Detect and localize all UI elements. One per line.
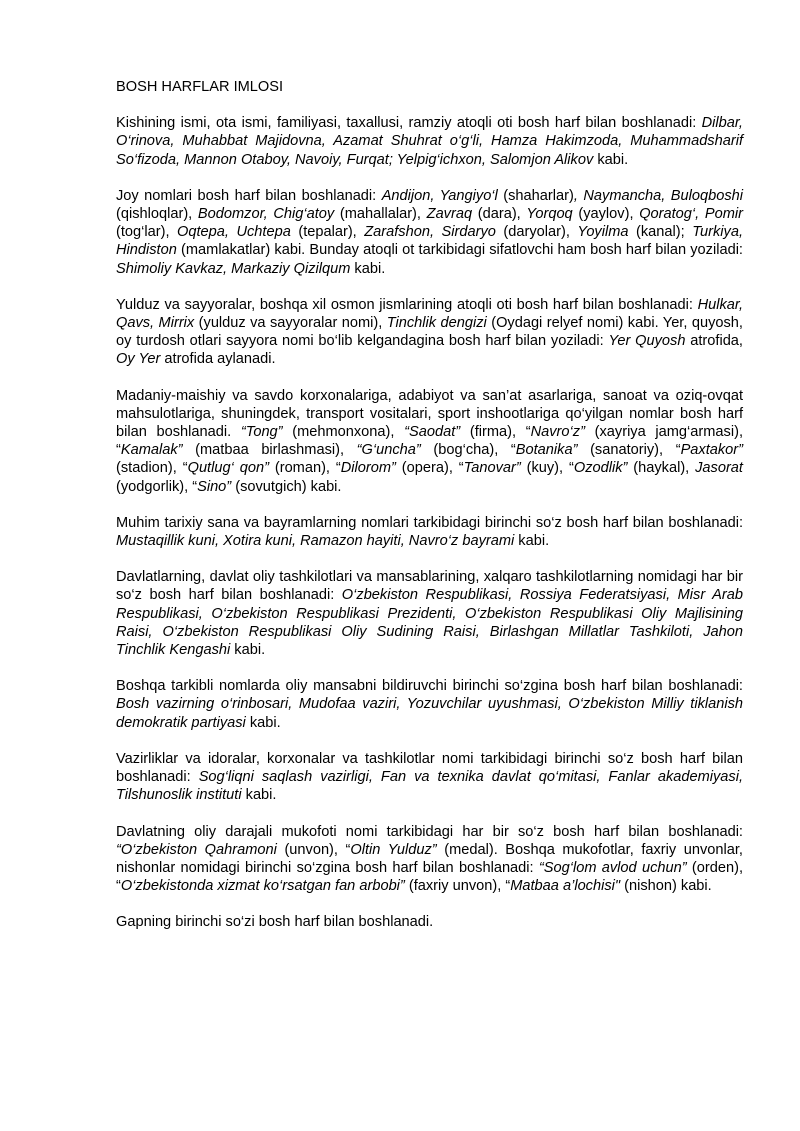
paragraph-text: (mahallalar),	[334, 206, 427, 223]
italic-example-text: Jasorat	[695, 460, 743, 477]
paragraph-awards	[116, 823, 743, 896]
paragraph-text: (faxriy unvon), “	[404, 878, 511, 895]
paragraph-text: (tepalar),	[290, 224, 365, 241]
italic-example-text: Zarafshon, Sirdaryo	[364, 224, 496, 241]
italic-example-text: Paxtakor”	[680, 442, 744, 459]
paragraph-text: (yodgorlik), “	[116, 478, 198, 495]
paragraph-text: Vazirliklar va idoralar, korxonalar va tashkilotlar nomi tarkibidagi birinchi so‘z bosh harf bilan boshlanadi:	[116, 750, 743, 786]
italic-example-text: Botanika”	[515, 442, 578, 459]
italic-example-text: Navro‘z”	[530, 424, 585, 441]
paragraph-text: (tog‘lar),	[116, 224, 178, 241]
italic-example-text: Ozodlik”	[573, 460, 628, 477]
paragraph-text: (kanal);	[628, 224, 693, 241]
paragraph-sentence-start: Gapning birinchi so‘zi bosh harf bilan boshlanadi.	[116, 914, 434, 931]
paragraph-text: Joy nomlari bosh harf bilan boshlanadi:	[116, 187, 382, 204]
paragraph-celestial-bodies	[116, 296, 743, 369]
paragraph-text: (medal). Boshqa mukofotlar, faxriy unvonlar, nishonlar nomidagi birinchi so‘zgina bosh harf bilan boshlanadi:	[116, 841, 743, 876]
paragraph-text: (opera), “	[395, 460, 464, 477]
paragraph-text: atrofida,	[685, 333, 743, 350]
paragraph-text: (haykal),	[627, 460, 696, 477]
paragraph-ministries	[116, 750, 743, 805]
italic-example-text: Yer Quyosh	[608, 333, 686, 350]
italic-example-text: “O‘zbekiston Qahramoni	[116, 841, 277, 858]
italic-example-text: Bosh vazirning o‘rinbosari, Mudofaa vaziri, Yozuvchilar uyushmasi, O‘zbekiston Milliy tiklanish demokratik partiyasi	[116, 696, 743, 731]
italic-example-text: Qutlug‘ qon”	[187, 460, 269, 477]
italic-example-text: Tinchlik dengizi	[386, 315, 487, 332]
italic-example-text: “Tong”	[240, 424, 283, 441]
paragraph-text: atrofida aylanadi.	[160, 351, 276, 368]
italic-example-text: Matbaa a’lochisi"	[510, 878, 621, 895]
paragraph-text: (firma), “	[460, 424, 531, 441]
italic-example-text: O‘zbekiston Respublikasi, Rossiya Federatsiyasi, Misr Arab Respublikasi, O‘zbekiston Respublikasi Prezidenti, O‘zbekiston Respublikasi Oliy Majlisining Raisi, O‘zbekiston Respublikasi Oliy Sudining Raisi, Birlashgan Millatlar Tashkiloti, Jahon Tinchlik Kengashi	[116, 587, 743, 659]
italic-example-text: Hulkar, Qavs, Mirrix	[116, 296, 743, 332]
paragraph-official-positions	[116, 677, 743, 732]
paragraph-text: kabi.	[230, 642, 266, 659]
italic-example-text: Bodomzor, Chig‘atoy	[197, 206, 335, 223]
paragraph-text: kabi.	[245, 714, 281, 731]
paragraph-text: Davlatning oliy darajali mukofoti nomi tarkibidagi har bir so‘z bosh harf bilan boshlanadi:	[116, 823, 743, 840]
paragraph-state-organizations	[116, 568, 743, 659]
paragraph-personal-names	[116, 114, 743, 169]
italic-example-text: “Saodat”	[404, 424, 461, 441]
paragraph-text: (unvon), “	[276, 841, 351, 858]
paragraph-text: kabi.	[241, 787, 277, 804]
italic-example-text: Oltin Yulduz”	[350, 841, 437, 858]
paragraph-text: (mehmonxona),	[282, 424, 405, 441]
document-page	[116, 78, 743, 932]
italic-example-text: Shimoliy Kavkaz, Markaziy Qizilqum	[116, 260, 351, 277]
paragraph-text: (yulduz va sayyoralar nomi),	[194, 315, 387, 332]
paragraph-text: Boshqa tarkibli nomlarda oliy mansabni bildiruvchi birinchi so‘zgina bosh harf bilan boshlanadi:	[116, 678, 743, 695]
paragraph-holidays	[116, 514, 743, 550]
paragraph-text: (stadion), “	[116, 460, 188, 477]
italic-example-text: Mustaqillik kuni, Xotira kuni, Ramazon hayiti, Navro‘z bayrami	[116, 533, 515, 550]
paragraph-text: (dara),	[472, 206, 527, 223]
paragraph-text: (mamlakatlar) kabi. Bunday atoqli ot tarkibidagi sifatlovchi ham bosh harf bilan yoziladi:	[176, 242, 743, 259]
italic-example-text: , Naymancha, Buloqboshi	[573, 187, 743, 204]
paragraph-text: (roman), “	[268, 460, 341, 477]
italic-example-text: Kamalak”	[120, 442, 183, 459]
paragraph-text: (matbaa birlashmasi),	[182, 442, 357, 459]
italic-example-text: O‘zbekistonda xizmat ko‘rsatgan fan arbobi”	[120, 878, 405, 895]
paragraph-text: kabi.	[514, 533, 550, 550]
document-title: BOSH HARFLAR IMLOSI	[116, 79, 284, 95]
paragraph-text: Madaniy-maishiy va savdo korxonalariga, adabiyot va san’at asarlariga, sanoat va oziq-ovqat mahsulotlariga, shuningdek, transport vositalari, sport inshootlariga qo‘yilgan nomlar bosh harf bilan boshlanadi.	[116, 387, 743, 441]
italic-example-text: Turkiya, Hindiston	[116, 224, 744, 259]
italic-example-text: Yoyilma	[577, 224, 629, 241]
paragraph-text: (sovutgich) kabi.	[231, 478, 342, 495]
paragraph-text: (shaharlar)	[497, 187, 574, 204]
italic-example-text: Yorqoq	[526, 206, 573, 223]
paragraph-text: (yaylov),	[572, 206, 640, 223]
italic-example-text: Dilbar, O‘rinova, Muhabbat Majidovna, Azamat Shuhrat o‘g‘li, Hamza Hakimzoda, Muhammadsharif So‘fizoda, Mannon Otaboy, Navoiy, Furqat; Yelpig‘ichxon, Salomjon Alikov	[116, 115, 743, 168]
paragraph-text: Kishining ismi, ota ismi, familiyasi, taxallusi, ramziy atoqli oti bosh harf bilan boshlanadi:	[116, 115, 702, 132]
italic-example-text: Andijon, Yangiyo‘l	[381, 187, 498, 204]
paragraph-text: (kuy), “	[520, 460, 574, 477]
paragraph-text: (xayriya jamg‘armasi), “	[116, 424, 743, 459]
italic-example-text: “G‘uncha”	[356, 442, 421, 459]
paragraph-text: kabi.	[350, 260, 386, 277]
italic-example-text: Dilorom”	[340, 460, 396, 477]
italic-example-text: Sog‘liqni saqlash vazirligi, Fan va texnika davlat qo‘mitasi, Fanlar akademiyasi, Tilshunoslik instituti	[116, 769, 743, 804]
paragraph-text: kabi.	[593, 151, 629, 168]
paragraph-text: (Oydagi relyef nomi) kabi. Yer, quyosh, oy turdosh otlari sayyora nomi bo‘lib kelgandagina bosh harf bilan yoziladi:	[116, 315, 743, 350]
paragraph-text: (nishon) kabi.	[620, 878, 712, 895]
paragraph-institution-names	[116, 387, 743, 496]
paragraph-text: Davlatlarning, davlat oliy tashkilotlari va mansablarining, xalqaro tashkilotlarning nomidagi har bir so‘z bosh harf bilan boshlanadi:	[116, 569, 743, 604]
italic-example-text: Qoratog‘, Pomir	[639, 206, 743, 223]
paragraph-place-names	[116, 187, 743, 278]
italic-example-text: “Sog‘lom avlod uchun”	[538, 859, 687, 876]
paragraph-text: (bog‘cha), “	[420, 442, 516, 459]
paragraph-text: (daryolar),	[495, 224, 578, 241]
italic-example-text: Sino”	[197, 478, 232, 495]
paragraph-text: (sanatoriy), “	[577, 442, 681, 459]
paragraph-text: Muhim tarixiy sana va bayramlarning nomlari tarkibidagi birinchi so‘z bosh harf bilan boshlanadi:	[116, 514, 743, 531]
italic-example-text: Oy Yer	[116, 351, 161, 368]
italic-example-text: Tanovar”	[463, 460, 521, 477]
paragraph-text: Yulduz va sayyoralar, boshqa xil osmon jismlarining atoqli oti bosh harf bilan boshlanadi:	[116, 296, 698, 313]
paragraph-text: (orden), “	[116, 859, 743, 895]
italic-example-text: Zavraq	[426, 206, 473, 223]
paragraph-text: (qishloqlar),	[116, 206, 198, 223]
italic-example-text: Oqtepa, Uchtepa	[177, 224, 291, 241]
